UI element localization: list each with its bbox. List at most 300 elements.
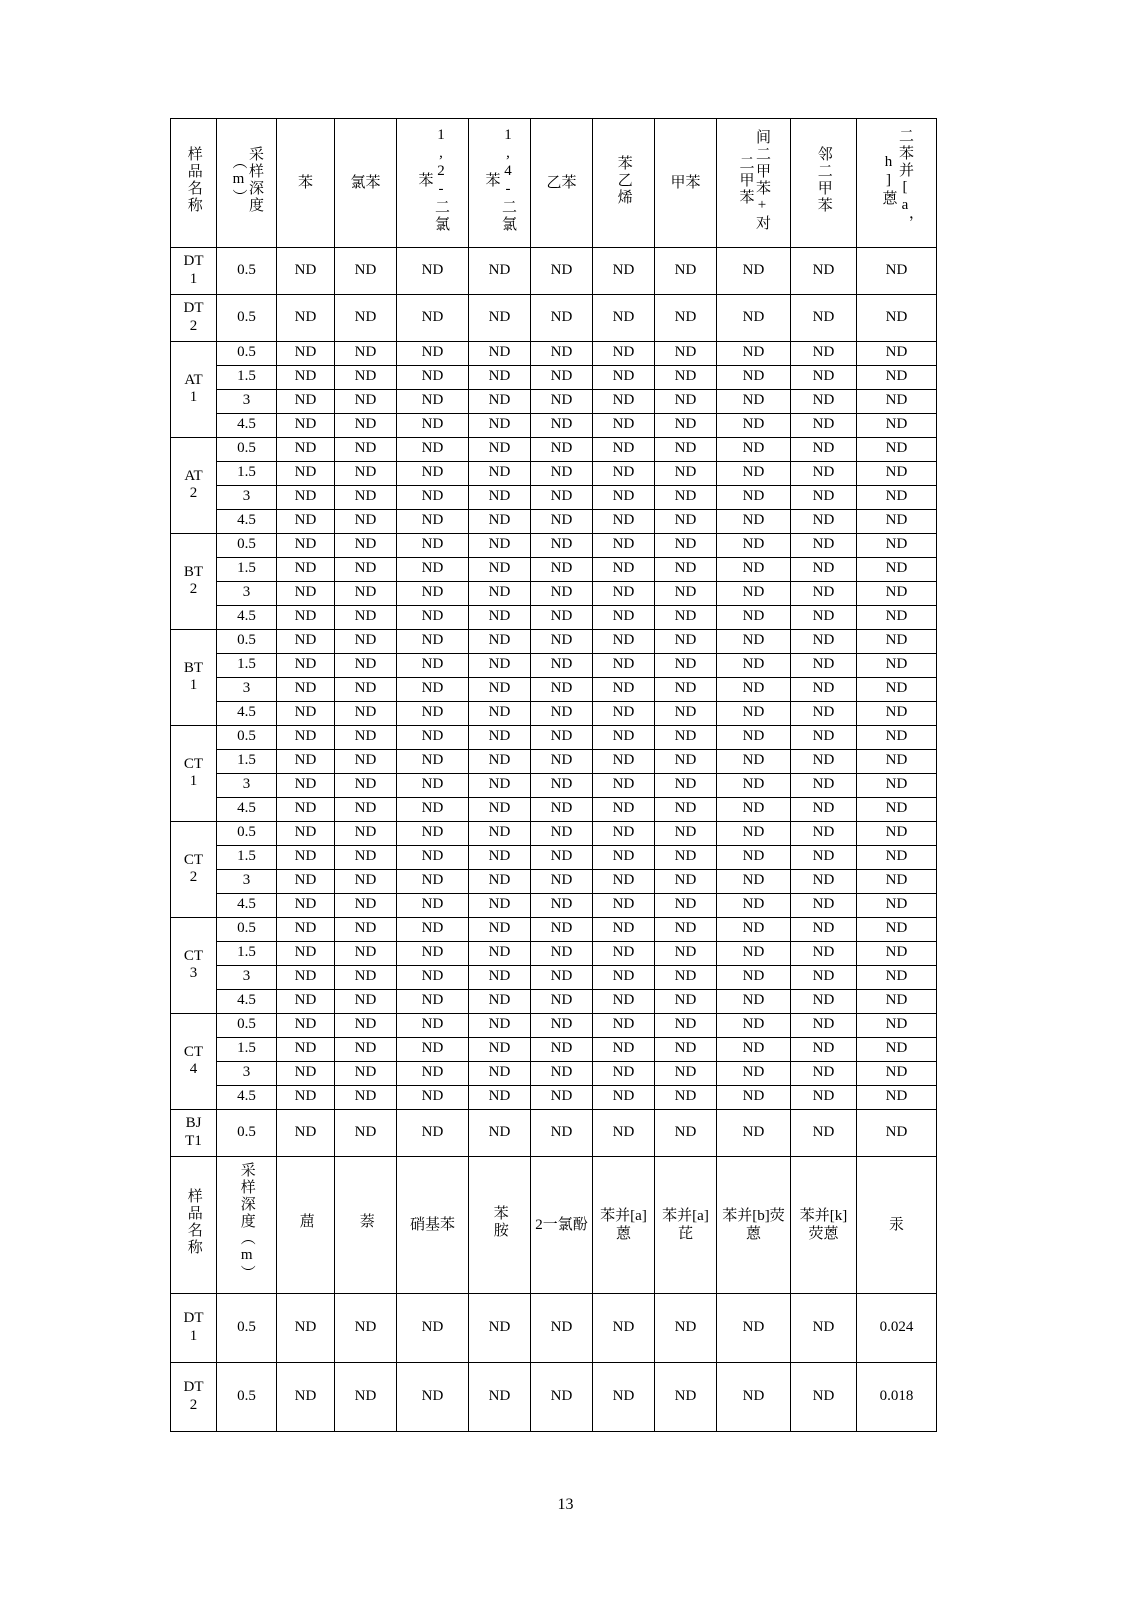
measurement-cell: ND — [397, 461, 469, 485]
measurement-cell: ND — [335, 941, 397, 965]
measurement-cell: ND — [397, 485, 469, 509]
table-row — [171, 389, 937, 413]
sample-name-line: BT — [183, 563, 204, 580]
measurement-cell: ND — [469, 581, 531, 605]
measurement-cell: ND — [717, 725, 791, 749]
measurement-cell: ND — [791, 1061, 857, 1085]
measurement-cell: ND — [277, 1293, 335, 1362]
sample-depth-cell: 4.5 — [217, 509, 277, 533]
table-row — [171, 485, 937, 509]
sample-name-line: CT — [183, 851, 204, 868]
measurement-cell: ND — [469, 749, 531, 773]
measurement-cell: ND — [277, 389, 335, 413]
sample-name-cell — [171, 437, 217, 533]
measurement-cell: ND — [469, 1013, 531, 1037]
measurement-cell: ND — [857, 533, 937, 557]
measurement-cell: ND — [791, 845, 857, 869]
measurement-cell: ND — [655, 389, 717, 413]
sample-depth-cell: 0.5 — [217, 1013, 277, 1037]
measurement-cell: ND — [717, 413, 791, 437]
measurement-cell: ND — [277, 1109, 335, 1156]
measurement-cell: ND — [531, 893, 593, 917]
table-row — [171, 1037, 937, 1061]
measurement-cell: ND — [857, 869, 937, 893]
measurement-cell: ND — [531, 965, 593, 989]
measurement-cell: ND — [593, 725, 655, 749]
table-row — [171, 965, 937, 989]
sample-depth-cell: 0.5 — [217, 1109, 277, 1156]
sample-depth-cell: 3 — [217, 773, 277, 797]
measurement-cell: ND — [791, 821, 857, 845]
measurement-cell: ND — [469, 773, 531, 797]
measurement-cell: ND — [655, 437, 717, 461]
measurement-cell: ND — [791, 461, 857, 485]
column-header — [171, 1156, 217, 1293]
measurement-cell: ND — [277, 294, 335, 341]
measurement-cell: ND — [531, 485, 593, 509]
measurement-cell: ND — [335, 749, 397, 773]
measurement-cell: ND — [335, 677, 397, 701]
measurement-cell: ND — [469, 509, 531, 533]
column-header — [791, 119, 857, 248]
measurement-cell: ND — [277, 917, 335, 941]
sample-depth-cell: 4.5 — [217, 701, 277, 725]
sample-name-line: CT — [183, 755, 204, 772]
sample-name-cell — [171, 629, 217, 725]
measurement-cell: ND — [277, 773, 335, 797]
measurement-cell: ND — [717, 1085, 791, 1109]
sample-name-line: CT — [183, 1043, 204, 1060]
sample-depth-cell: 0.5 — [217, 533, 277, 557]
sample-depth-cell: 3 — [217, 869, 277, 893]
measurement-cell: ND — [469, 989, 531, 1013]
measurement-cell: ND — [397, 365, 469, 389]
measurement-cell: ND — [335, 1085, 397, 1109]
measurement-cell: ND — [593, 893, 655, 917]
column-header-label: 采样深度（m） — [238, 1161, 255, 1282]
measurement-cell: ND — [593, 701, 655, 725]
measurement-cell: ND — [717, 1362, 791, 1431]
measurement-cell: ND — [531, 533, 593, 557]
measurement-cell: ND — [655, 749, 717, 773]
measurement-cell: ND — [717, 629, 791, 653]
measurement-cell: ND — [277, 725, 335, 749]
measurement-cell: ND — [277, 1013, 335, 1037]
measurement-cell: ND — [397, 413, 469, 437]
sample-depth-cell: 4.5 — [217, 989, 277, 1013]
measurement-cell: ND — [335, 1061, 397, 1085]
measurement-cell: ND — [335, 653, 397, 677]
sample-name-line: T1 — [185, 1132, 202, 1149]
measurement-cell: ND — [335, 389, 397, 413]
measurement-cell: ND — [531, 749, 593, 773]
measurement-cell: ND — [335, 773, 397, 797]
measurement-cell: ND — [791, 653, 857, 677]
measurement-cell: ND — [469, 893, 531, 917]
column-header-label: 1,2-二氯苯 — [416, 127, 449, 233]
table-row — [171, 1293, 937, 1362]
measurement-cell: ND — [335, 533, 397, 557]
measurement-cell: ND — [717, 389, 791, 413]
sample-name-cell — [171, 533, 217, 629]
measurement-cell: ND — [791, 965, 857, 989]
measurement-cell: ND — [857, 437, 937, 461]
measurement-cell: ND — [335, 821, 397, 845]
measurement-cell: ND — [277, 845, 335, 869]
measurement-cell: ND — [397, 629, 469, 653]
measurement-cell: ND — [593, 557, 655, 581]
measurement-cell: ND — [593, 389, 655, 413]
measurement-cell: ND — [717, 509, 791, 533]
measurement-cell: ND — [335, 341, 397, 365]
measurement-cell: ND — [655, 533, 717, 557]
measurement-cell: ND — [593, 509, 655, 533]
measurement-cell: ND — [469, 821, 531, 845]
measurement-cell: ND — [531, 294, 593, 341]
table-row — [171, 869, 937, 893]
table-row — [171, 461, 937, 485]
measurement-cell: ND — [277, 581, 335, 605]
table-row — [171, 989, 937, 1013]
measurement-cell: ND — [655, 365, 717, 389]
measurement-cell: ND — [593, 629, 655, 653]
sample-depth-cell: 4.5 — [217, 413, 277, 437]
column-header — [335, 119, 397, 248]
measurement-cell: ND — [791, 365, 857, 389]
measurement-cell: ND — [531, 1085, 593, 1109]
measurement-cell: ND — [397, 581, 469, 605]
table-row — [171, 581, 937, 605]
measurement-cell: ND — [277, 461, 335, 485]
measurement-cell: ND — [469, 1037, 531, 1061]
measurement-cell: ND — [469, 557, 531, 581]
sample-name-line: 2 — [189, 1396, 198, 1413]
measurement-cell: ND — [791, 605, 857, 629]
sample-name-line: 4 — [189, 1061, 198, 1078]
sample-depth-cell: 0.5 — [217, 294, 277, 341]
measurement-cell: ND — [593, 294, 655, 341]
sample-name-cell — [171, 247, 217, 294]
measurement-cell: ND — [791, 941, 857, 965]
sample-depth-cell: 1.5 — [217, 941, 277, 965]
measurement-cell: ND — [469, 461, 531, 485]
measurement-cell: ND — [593, 533, 655, 557]
sample-name-line: 1 — [189, 389, 198, 406]
measurement-cell: ND — [655, 869, 717, 893]
measurement-cell: ND — [857, 965, 937, 989]
table-row — [171, 653, 937, 677]
sample-depth-cell: 1.5 — [217, 557, 277, 581]
measurement-cell: ND — [857, 629, 937, 653]
sample-depth-cell: 3 — [217, 485, 277, 509]
sample-name-cell — [171, 341, 217, 437]
measurement-cell: ND — [593, 1362, 655, 1431]
column-header-label: 汞 — [888, 1216, 904, 1233]
column-header-label: 苯并[a]蒽 — [600, 1207, 647, 1242]
measurement-cell: ND — [791, 1109, 857, 1156]
measurement-cell: ND — [469, 1061, 531, 1085]
measurement-cell: ND — [335, 845, 397, 869]
measurement-cell: ND — [593, 869, 655, 893]
sample-depth-cell: 0.5 — [217, 1293, 277, 1362]
measurement-cell: ND — [655, 941, 717, 965]
table-row — [171, 341, 937, 365]
measurement-cell: ND — [717, 749, 791, 773]
measurement-cell: ND — [655, 413, 717, 437]
measurement-cell: ND — [717, 845, 791, 869]
measurement-cell: ND — [655, 725, 717, 749]
measurement-cell: ND — [655, 1013, 717, 1037]
measurement-cell: ND — [469, 869, 531, 893]
measurement-cell: ND — [469, 1293, 531, 1362]
measurement-cell: ND — [469, 294, 531, 341]
sample-depth-cell: 3 — [217, 389, 277, 413]
measurement-cell: ND — [469, 605, 531, 629]
sample-name-line: BJ — [185, 1115, 202, 1131]
measurement-cell: ND — [857, 485, 937, 509]
measurement-cell: ND — [277, 941, 335, 965]
measurement-cell: ND — [335, 893, 397, 917]
measurement-cell: ND — [717, 917, 791, 941]
measurement-cell: ND — [857, 701, 937, 725]
measurement-cell: ND — [791, 1293, 857, 1362]
measurement-cell: ND — [531, 869, 593, 893]
measurement-cell: ND — [655, 581, 717, 605]
sample-depth-cell: 1.5 — [217, 845, 277, 869]
measurement-cell: ND — [335, 247, 397, 294]
measurement-cell: ND — [531, 389, 593, 413]
measurement-cell: ND — [531, 413, 593, 437]
measurement-cell: ND — [857, 845, 937, 869]
sample-name-line: DT — [183, 300, 204, 316]
measurement-cell: ND — [655, 557, 717, 581]
column-header — [397, 1156, 469, 1293]
measurement-cell: ND — [397, 773, 469, 797]
measurement-cell: ND — [531, 1061, 593, 1085]
column-header-label: 氯苯 — [350, 174, 381, 191]
table-header-row — [171, 119, 937, 248]
measurement-cell: ND — [593, 247, 655, 294]
measurement-cell: ND — [335, 1109, 397, 1156]
measurement-cell: ND — [717, 701, 791, 725]
column-header — [655, 1156, 717, 1293]
column-header — [717, 1156, 791, 1293]
measurement-cell: ND — [655, 797, 717, 821]
table-row — [171, 845, 937, 869]
measurement-cell: ND — [717, 941, 791, 965]
measurement-cell: ND — [791, 749, 857, 773]
column-header-label: 采样深度（m） — [230, 146, 263, 214]
measurement-cell: ND — [857, 749, 937, 773]
measurement-cell: ND — [397, 1085, 469, 1109]
table-row — [171, 1109, 937, 1156]
measurement-cell: ND — [857, 677, 937, 701]
measurement-cell: ND — [593, 845, 655, 869]
column-header — [469, 119, 531, 248]
measurement-cell: ND — [655, 247, 717, 294]
measurement-cell: ND — [791, 1362, 857, 1431]
measurement-cell: ND — [397, 437, 469, 461]
sample-name-cell — [171, 294, 217, 341]
sample-name-line: DT — [183, 1310, 204, 1326]
measurement-cell: ND — [531, 989, 593, 1013]
measurement-cell: ND — [655, 1109, 717, 1156]
measurement-cell: ND — [397, 247, 469, 294]
measurement-cell: ND — [593, 773, 655, 797]
measurement-cell: ND — [857, 821, 937, 845]
measurement-cell: ND — [277, 1037, 335, 1061]
table-row — [171, 1362, 937, 1431]
measurement-cell: ND — [531, 917, 593, 941]
measurement-cell: ND — [335, 437, 397, 461]
measurement-cell: ND — [531, 509, 593, 533]
table-row — [171, 701, 937, 725]
measurement-cell: ND — [277, 557, 335, 581]
sample-name-cell — [171, 917, 217, 1013]
sample-depth-cell: 1.5 — [217, 461, 277, 485]
column-header-label: 邻二甲苯 — [815, 146, 832, 214]
measurement-cell: ND — [531, 941, 593, 965]
measurement-cell: ND — [469, 677, 531, 701]
measurement-cell: ND — [655, 1085, 717, 1109]
measurement-cell: ND — [717, 533, 791, 557]
measurement-cell: ND — [469, 1109, 531, 1156]
measurement-cell: ND — [277, 413, 335, 437]
measurement-cell: ND — [335, 1037, 397, 1061]
table-row — [171, 773, 937, 797]
column-header-label: 2一氯酚 — [535, 1216, 588, 1233]
table-row — [171, 1013, 937, 1037]
measurement-cell: ND — [397, 1013, 469, 1037]
measurement-cell: ND — [531, 341, 593, 365]
measurement-cell: ND — [791, 437, 857, 461]
measurement-cell: ND — [857, 557, 937, 581]
measurement-cell: ND — [531, 1293, 593, 1362]
sample-depth-cell: 3 — [217, 1061, 277, 1085]
measurement-cell: ND — [593, 1037, 655, 1061]
measurement-cell: ND — [277, 653, 335, 677]
measurement-cell: ND — [857, 1013, 937, 1037]
sample-name-line: DT — [183, 253, 204, 269]
measurement-cell: ND — [397, 1061, 469, 1085]
measurement-cell: ND — [531, 677, 593, 701]
measurement-cell: ND — [857, 917, 937, 941]
measurement-cell: ND — [593, 581, 655, 605]
measurement-cell: ND — [857, 413, 937, 437]
measurement-cell: ND — [469, 341, 531, 365]
sample-name-line: CT — [183, 947, 204, 964]
column-header — [593, 1156, 655, 1293]
measurement-cell: ND — [335, 605, 397, 629]
measurement-cell: ND — [277, 821, 335, 845]
measurement-cell: ND — [397, 701, 469, 725]
measurement-cell: ND — [791, 869, 857, 893]
measurement-cell: ND — [277, 989, 335, 1013]
sample-depth-cell: 3 — [217, 965, 277, 989]
measurement-cell: ND — [531, 725, 593, 749]
measurement-cell: ND — [791, 247, 857, 294]
measurement-cell: ND — [397, 1293, 469, 1362]
measurement-cell: ND — [717, 461, 791, 485]
measurement-cell: ND — [655, 1362, 717, 1431]
measurement-cell: ND — [469, 653, 531, 677]
table-row — [171, 413, 937, 437]
measurement-cell: ND — [717, 365, 791, 389]
contaminant-results-table — [170, 118, 937, 1432]
measurement-cell: ND — [717, 1109, 791, 1156]
measurement-cell: ND — [593, 797, 655, 821]
measurement-cell: ND — [791, 773, 857, 797]
measurement-cell: ND — [469, 965, 531, 989]
column-header-label: 样品名称 — [185, 1187, 202, 1256]
measurement-cell: ND — [717, 653, 791, 677]
measurement-cell: ND — [857, 653, 937, 677]
measurement-cell: ND — [593, 1013, 655, 1037]
measurement-cell: ND — [531, 605, 593, 629]
column-header-label: 苯乙烯 — [615, 154, 632, 206]
table-row — [171, 1085, 937, 1109]
measurement-cell: ND — [469, 797, 531, 821]
measurement-cell: ND — [857, 1085, 937, 1109]
sample-name-cell — [171, 821, 217, 917]
measurement-cell: ND — [655, 965, 717, 989]
sample-depth-cell: 4.5 — [217, 605, 277, 629]
measurement-cell: ND — [469, 247, 531, 294]
column-header-label: 苯胺 — [491, 1204, 508, 1239]
measurement-cell: ND — [593, 485, 655, 509]
table-row — [171, 605, 937, 629]
sample-name-cell — [171, 1293, 217, 1362]
measurement-cell: ND — [791, 557, 857, 581]
measurement-cell: ND — [655, 845, 717, 869]
column-header-label: 苯并[b]荧蒽 — [722, 1207, 785, 1242]
measurement-cell: ND — [857, 989, 937, 1013]
measurement-cell: ND — [277, 869, 335, 893]
column-header-label: 苯并[k]荧蒽 — [799, 1207, 848, 1242]
table-row — [171, 629, 937, 653]
measurement-cell: ND — [717, 557, 791, 581]
measurement-cell: ND — [655, 701, 717, 725]
measurement-cell: ND — [469, 701, 531, 725]
measurement-cell: ND — [857, 1061, 937, 1085]
measurement-cell: ND — [335, 365, 397, 389]
measurement-cell: ND — [531, 701, 593, 725]
measurement-cell: ND — [593, 413, 655, 437]
sample-name-line: 1 — [189, 270, 198, 287]
measurement-cell: ND — [277, 677, 335, 701]
measurement-cell: ND — [791, 1037, 857, 1061]
measurement-cell: ND — [791, 413, 857, 437]
measurement-cell: ND — [277, 749, 335, 773]
table-row — [171, 533, 937, 557]
measurement-cell: ND — [469, 917, 531, 941]
measurement-cell: ND — [397, 294, 469, 341]
sample-name-line: 2 — [189, 317, 198, 334]
measurement-cell: ND — [397, 557, 469, 581]
measurement-cell: ND — [717, 1013, 791, 1037]
measurement-cell: ND — [857, 1109, 937, 1156]
measurement-cell: ND — [397, 677, 469, 701]
measurement-cell: ND — [277, 1061, 335, 1085]
measurement-cell: ND — [717, 797, 791, 821]
sample-depth-cell: 0.5 — [217, 341, 277, 365]
measurement-cell: ND — [717, 821, 791, 845]
measurement-cell: ND — [593, 821, 655, 845]
measurement-cell: ND — [335, 869, 397, 893]
sample-depth-cell: 0.5 — [217, 247, 277, 294]
measurement-cell: ND — [397, 965, 469, 989]
column-header — [791, 1156, 857, 1293]
